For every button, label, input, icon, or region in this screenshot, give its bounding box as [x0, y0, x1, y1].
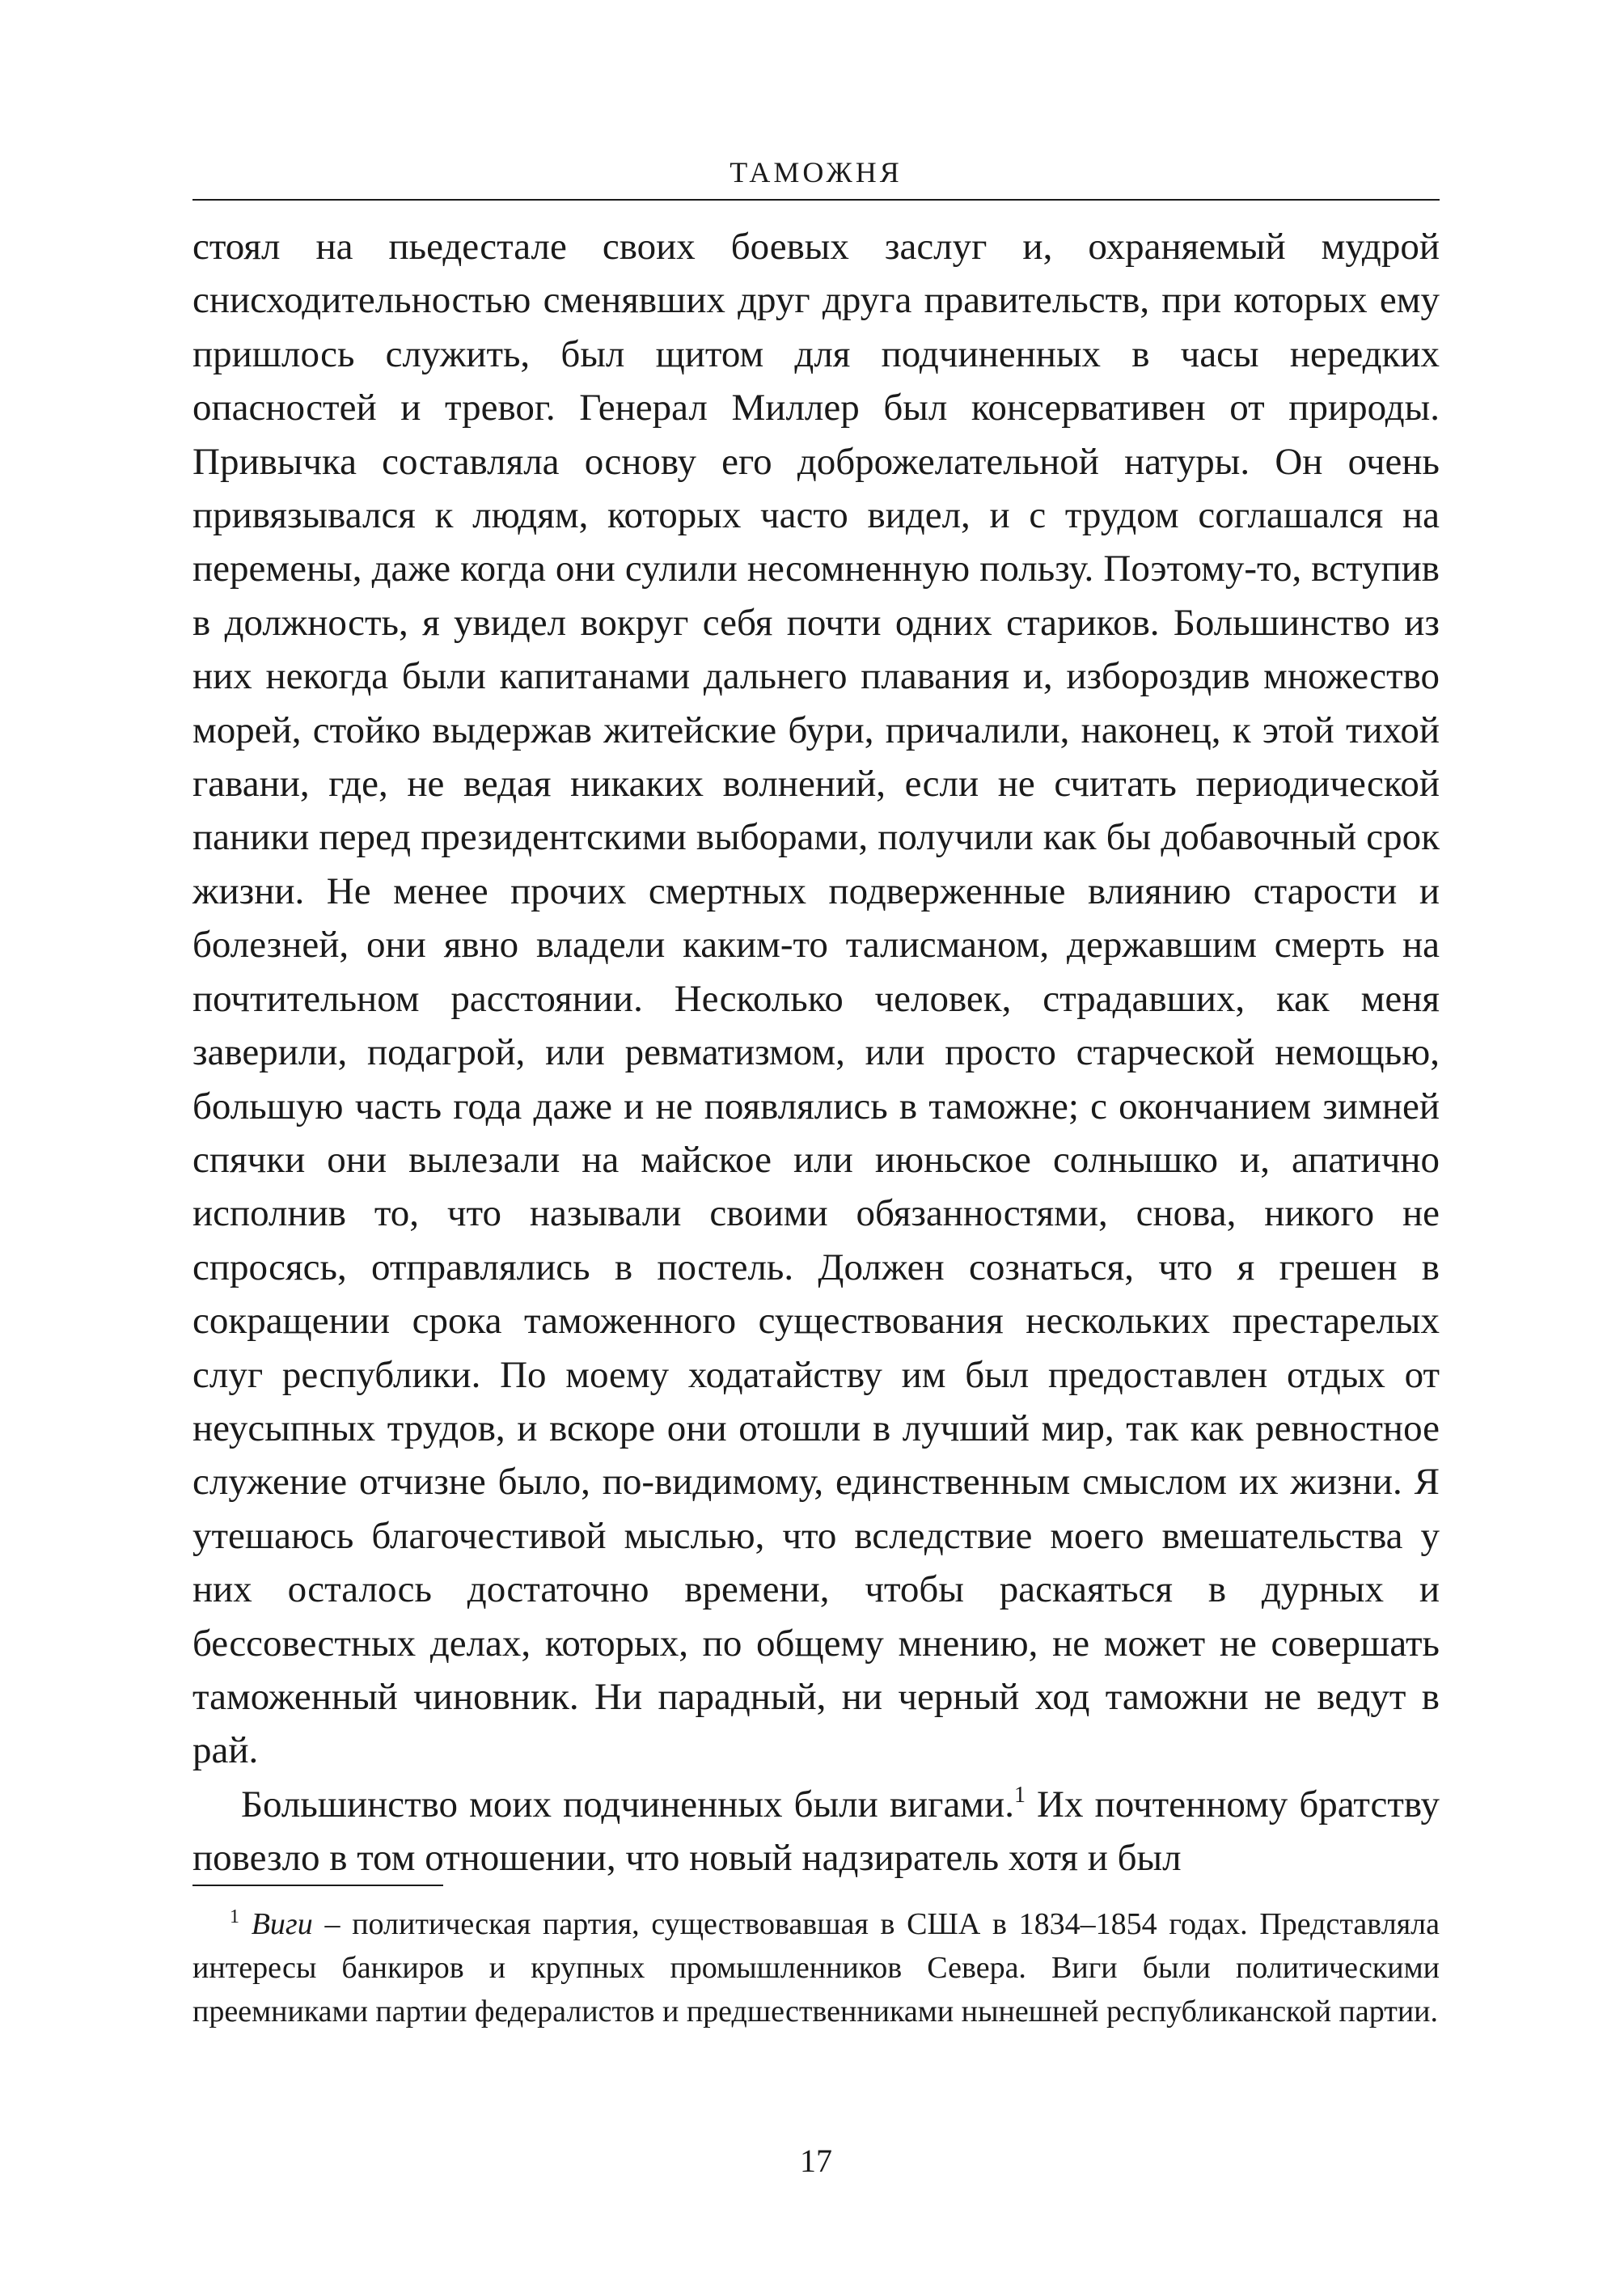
body-text — [192, 220, 1440, 1885]
footnote-text: – политическая партия, существовавшая в США в 1834–1854 годах. Представляла интересы банкиров и крупных промышленников Севера. Виги были политическими преемниками партии федералистов и предшественниками нынешней республиканской партии. — [192, 1907, 1440, 2029]
paragraph: стоял на пьедестале своих боевых заслуг и, охраняемый мудрой снисходительностью сменявших друг друга правительств, при которых ему пришлось служить, был щитом для подчиненных в часы нередких опасностей и тревог. Генерал Миллер был консервативен от природы. Привычка составляла основу его доброжелательной натуры. Он очень привязывался к людям, которых часто видел, и с трудом соглашался на перемены, даже когда они сулили несомненную пользу. Поэтому-то, вступив в должность, я увидел вокруг себя почти одних стариков. Большинство из них некогда были капитанами дальнего плавания и, избороздив множество морей, стойко выдержав житейские бури, причалили, наконец, к этой тихой гавани, где, не ведая никаких волнений, если не считать периодической паники перед президентскими выборами, получили как бы добавочный срок жизни. Не менее прочих смертных подверженные влиянию старости и болезней, они явно владели каким-то талисманом, державшим смерть на почтительном расстоянии. Несколько человек, страдавших, как меня заверили, подагрой, или ревматизмом, или просто старческой немощью, большую часть года даже и не появлялись в таможне; с окончанием зимней спячки они вылезали на майское или июньское солнышко и, апатично исполнив то, что называли своими обязанностями, снова, никого не спросясь, отправлялись в постель. Должен сознаться, что я грешен в сокращении срока таможенного существования нескольких престарелых слуг республики. По моему ходатайству им был предоставлен отдых от неусыпных трудов, и вскоре они отошли в лучший мир, так как ревностное служение отчизне было, по-видимому, единственным смыслом их жизни. Я утешаюсь благочестивой мыслью, что вследствие моего вмешательства у них осталось достаточно времени, чтобы раскаяться в дурных и бессовестных делах, которых, по общему мнению, не может не совершать таможенный чиновник. Ни парадный, ни черный ход таможни не ведут в рай. — [192, 226, 1440, 1772]
footnote — [192, 1902, 1440, 2033]
footnote-marker: 1 — [230, 1906, 239, 1927]
running-head: ТАМОЖНЯ — [730, 156, 903, 188]
footnote-term: Виги — [251, 1907, 313, 1941]
header-rule — [192, 199, 1440, 201]
footnote-reference: 1 — [1013, 1782, 1026, 1808]
paragraph-text: Большинство моих подчиненных были вигами. — [241, 1783, 1014, 1826]
paragraph — [192, 1778, 1440, 1885]
paragraph-text: Их почтенному братству повезло в том отношении, что новый надзиратель хотя и был — [192, 1783, 1440, 1880]
footnote-paragraph — [192, 1902, 1440, 2033]
footnote-rule — [192, 1885, 443, 1886]
page-number: 17 — [800, 2143, 832, 2179]
